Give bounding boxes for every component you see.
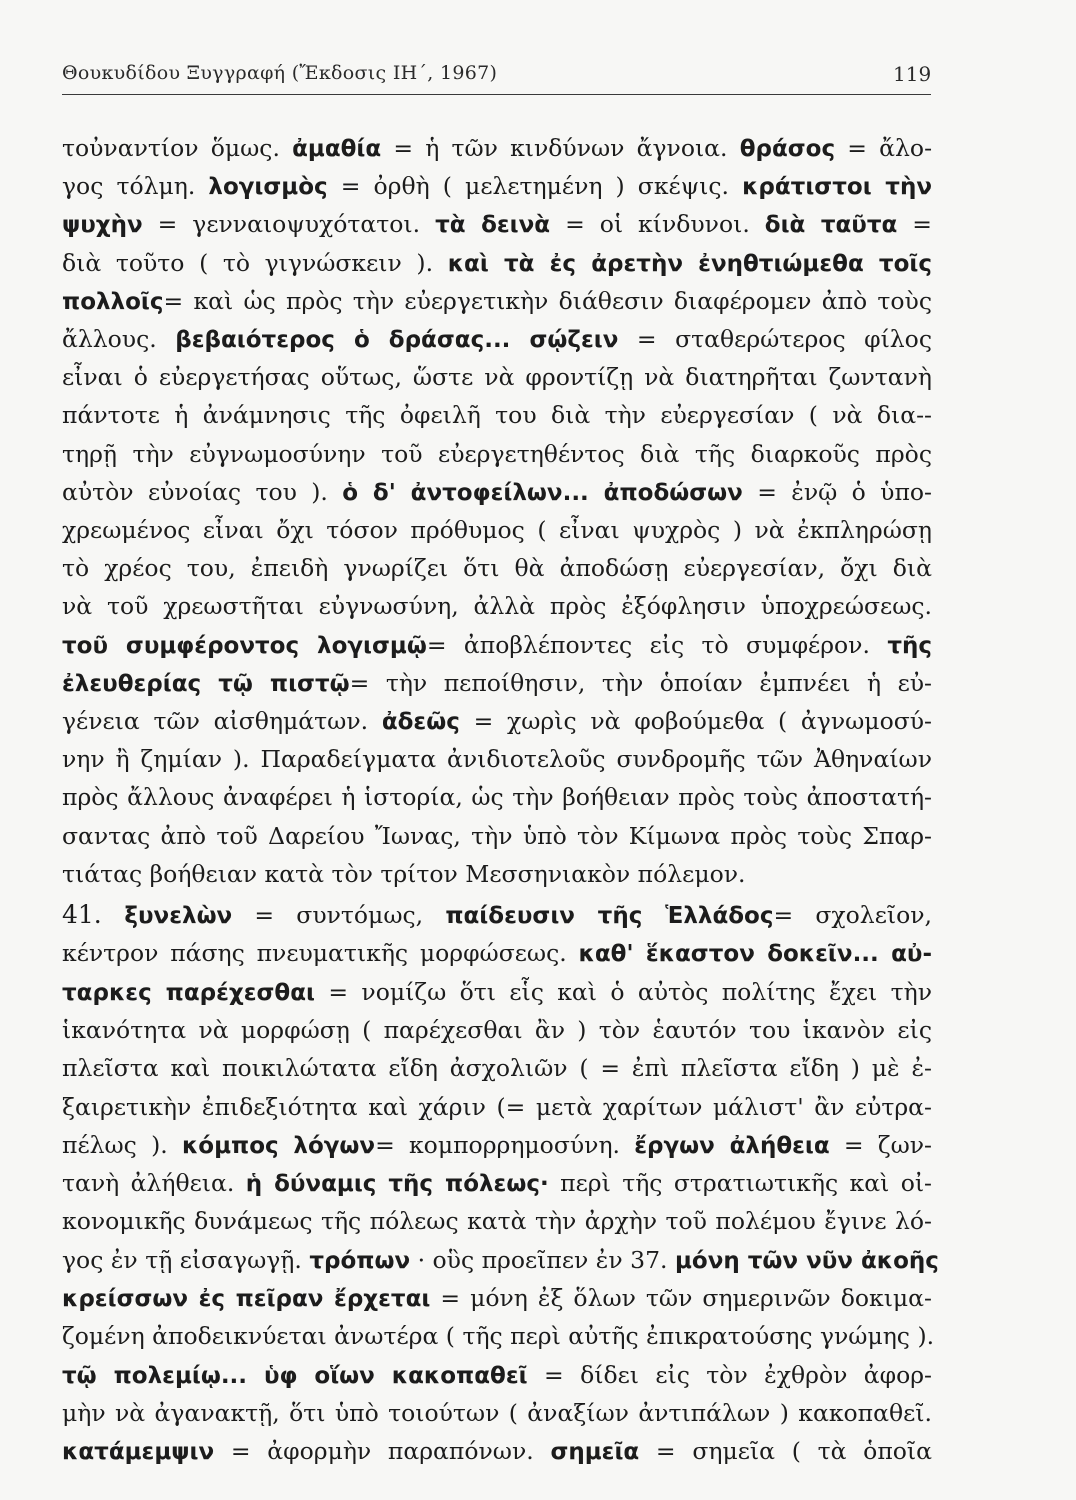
lemma-bold: διὰ ταῦτα xyxy=(764,212,898,239)
text-line xyxy=(62,472,932,512)
text-line xyxy=(62,281,932,321)
gloss-text: = σημεῖα ( τὰ ὁποῖα xyxy=(639,1437,932,1466)
text-line xyxy=(62,548,932,588)
gloss-text: αὐτὸν εὐνοίας του ). xyxy=(62,477,343,506)
lemma-bold: ψυχὴν xyxy=(62,212,143,239)
text-line xyxy=(62,739,932,779)
gloss-text: = ὀρθὴ ( μελετημένη ) σκέψις. xyxy=(327,172,743,201)
gloss-text: κονομικῆς δυνάμεως τῆς πόλεως κατὰ τὴν ἀρχὴν τοῦ πολέμου ἔγινε λό- xyxy=(62,1207,932,1236)
lemma-bold: πολλοῖς xyxy=(62,288,164,315)
lemma-bold: κράτιστοι τὴν xyxy=(742,174,933,201)
lemma-bold: παίδευσιν τῆς Ἑλλάδος xyxy=(445,903,774,929)
page-number: 119 xyxy=(893,62,932,86)
gloss-text: ξαιρετικὴν ἐπιδεξιότητα καὶ χάριν (= μετὰ χαρίτων μάλιστ' ἂν εὐτρα- xyxy=(62,1092,932,1121)
lemma-bold: τὰ δεινὰ xyxy=(435,212,551,239)
lemma-bold: ξυνελὼν xyxy=(124,903,233,929)
lemma-bold: τῷ πολεμίῳ... ὑφ οἵων κακοπαθεῖ xyxy=(62,1362,528,1389)
text-line xyxy=(62,1048,932,1088)
gloss-text: = γενναιοψυχότατοι. xyxy=(142,210,436,239)
gloss-text: = xyxy=(897,210,932,239)
gloss-text: = οἱ κίνδυνοι. xyxy=(550,210,765,239)
text-line xyxy=(62,1163,932,1203)
gloss-text: = νομίζω ὅτι εἷς καὶ ὁ αὐτὸς πολίτης ἔχει τὴν xyxy=(315,977,932,1006)
text-line xyxy=(62,895,932,935)
gloss-text: = σταθερώτερος φίλος xyxy=(618,325,932,353)
gloss-text: = δίδει εἰς τὸν ἐχθρὸν ἀφορ- xyxy=(527,1360,932,1389)
lemma-bold: κόμπος λόγων xyxy=(181,1132,376,1159)
running-title: Θουκυδίδου Ξυγγραφή (Ἔκδοσις ΙΗ΄, 1967) xyxy=(62,62,498,84)
gloss-text: τὸ χρέος του, ἐπειδὴ γνωρίζει ὅτι θὰ ἀποδώσῃ εὐεργεσίαν, ὄχι διὰ xyxy=(62,554,932,583)
text-line xyxy=(62,586,932,626)
lemma-bold: τοῦ συμφέροντος λογισμῷ xyxy=(62,632,427,659)
text-line xyxy=(62,166,932,206)
gloss-text: ἱκανότητα νὰ μορφώσῃ ( παρέχεσθαι ἂν ) τὸν ἑαυτόν του ἱκανὸν εἰς xyxy=(62,1015,932,1044)
gloss-text: κέντρον πάσης πνευματικῆς μορφώσεως. xyxy=(62,939,579,968)
text-line xyxy=(62,1316,935,1356)
lemma-bold: ἡ δύναμις τῆς πόλεως· xyxy=(245,1171,549,1198)
gloss-text: τιάτας βοήθειαν κατὰ τὸν τρίτον Μεσσηνιακὸν πόλεμον. xyxy=(62,859,746,888)
text-line xyxy=(62,434,932,474)
text-line xyxy=(62,1431,932,1471)
lemma-bold: ἔργων ἀλήθεια xyxy=(634,1132,830,1159)
gloss-text: = ἐνῷ ὁ ὑπο- xyxy=(742,477,932,506)
gloss-text: διὰ τοῦτο ( τὸ γιγνώσκειν ). xyxy=(62,248,448,277)
gloss-text: χρεωμένος εἶναι ὄχι τόσον πρόθυμος ( εἶναι ψυχρὸς ) νὰ ἐκπληρώσῃ xyxy=(62,516,932,544)
lemma-bold: ἀμαθία xyxy=(292,136,382,162)
gloss-text: νὰ τοῦ χρεωστῆται εὐγνωσύνη, ἀλλὰ πρὸς ἐξόφλησιν ὑποχρεώσεως. xyxy=(62,592,932,621)
gloss-text: πέλως ). xyxy=(62,1130,182,1159)
text-line xyxy=(62,777,932,817)
gloss-text: = σχολεῖον, xyxy=(773,901,932,929)
gloss-text: = τὴν πεποίθησιν, τὴν ὁποίαν ἐμπνέει ἡ εὐ- xyxy=(349,668,932,697)
text-line xyxy=(62,128,932,168)
text-line xyxy=(62,1087,932,1127)
text-line xyxy=(62,1355,932,1395)
text-line xyxy=(62,933,932,973)
text-line xyxy=(62,972,932,1012)
gloss-text: περὶ τῆς στρατιωτικῆς καὶ οἰ- xyxy=(548,1169,932,1198)
text-line xyxy=(62,854,932,894)
lemma-bold: καὶ τὰ ἐς ἀρετὴν ἐνηθτιώμεθα τοῖς xyxy=(447,250,932,277)
text-line xyxy=(62,1010,932,1050)
gloss-text: = μόνη ἐξ ὅλων τῶν σημερινῶν δοκιμα- xyxy=(430,1284,932,1312)
gloss-text: πρὸς ἄλλους ἀναφέρει ἡ ἱστορία, ὡς τὴν βοήθειαν πρὸς τοὺς ἀποστατή- xyxy=(62,783,932,812)
gloss-text: πλεῖστα καὶ ποικιλώτατα εἴδη ἀσχολιῶν ( = ἐπὶ πλεῖστα εἴδη ) μὲ ἐ- xyxy=(62,1054,932,1083)
gloss-text: = συντόμως, xyxy=(232,901,446,929)
lemma-bold: θράσος xyxy=(739,136,836,162)
gloss-text: = καὶ ὡς πρὸς τὴν εὐεργετικὴν διάθεσιν διαφέρομεν ἀπὸ τοὺς xyxy=(163,286,932,315)
gloss-text: ζομένη ἀποδεικνύεται ἀνωτέρα ( τῆς περὶ αὐτῆς ἐπικρατούσης γνώμης ). xyxy=(62,1322,935,1351)
lemma-bold: κρείσσων ἐς πεῖραν ἔρχεται xyxy=(62,1286,431,1312)
lemma-bold: τρόπων xyxy=(309,1247,411,1274)
gloss-text: = ἄλο- xyxy=(835,134,933,162)
lemma-bold: καθ' ἕκαστον δοκεῖν... αὐ- xyxy=(578,941,932,968)
lemma-bold: ἐλευθερίας τῷ πιστῷ xyxy=(62,670,350,697)
lemma-bold: τῆς xyxy=(887,632,932,659)
text-line xyxy=(62,510,932,550)
gloss-text: γένεια τῶν αἰσθημάτων. xyxy=(62,707,382,735)
gloss-text: τοὐναντίον ὅμως. xyxy=(62,134,293,162)
lemma-bold: λογισμὸς xyxy=(208,174,328,201)
gloss-text: τηρῇ τὴν εὐγνωμοσύνην τοῦ εὐεργετηθέντος διὰ τῆς διαρκοῦς πρὸς xyxy=(62,439,932,468)
gloss-text: μὴν νὰ ἀγανακτῇ, ὅτι ὑπὸ τοιούτων ( ἀναξίων ἀντιπάλων ) κακοπαθεῖ. xyxy=(62,1398,932,1427)
text-line xyxy=(62,701,932,741)
lemma-bold: κατάμεμψιν xyxy=(62,1439,215,1466)
text-line xyxy=(62,243,932,283)
gloss-text: τανὴ ἀλήθεια. xyxy=(62,1169,246,1198)
text-line xyxy=(62,663,932,703)
gloss-text: γος τόλμη. xyxy=(62,172,209,201)
text-line xyxy=(62,1240,939,1280)
text-line xyxy=(62,1125,932,1165)
gloss-text: = κομπορρημοσύνη. xyxy=(375,1130,635,1159)
text-line xyxy=(62,395,932,435)
gloss-text: · οὓς προεῖπεν ἐν 37. xyxy=(410,1245,675,1274)
text-line xyxy=(62,1393,932,1433)
text-line xyxy=(62,1201,932,1241)
lemma-bold: ἀδεῶς xyxy=(381,709,460,735)
gloss-text: νην ἢ ζημίαν ). Παραδείγματα ἀνιδιοτελοῦς συνδρομῆς τῶν Ἀθηναίων xyxy=(62,745,932,774)
text-line xyxy=(62,319,932,359)
lemma-bold: βεβαιότερος ὁ δράσας... σῴζειν xyxy=(175,327,619,353)
gloss-text: πάντοτε ἡ ἀνάμνησις τῆς ὀφειλῆ του διὰ τὴν εὐεργεσίαν ( νὰ δια-- xyxy=(62,401,932,430)
lemma-bold: σημεῖα xyxy=(550,1439,640,1466)
text-line xyxy=(62,357,932,397)
gloss-text: εἶναι ὁ εὐεργετήσας οὕτως, ὥστε νὰ φροντίζῃ νὰ διατηρῆται ζωντανὴ xyxy=(62,363,932,392)
gloss-text: σαντας ἀπὸ τοῦ Δαρείου Ἴωνας, τὴν ὑπὸ τὸν Κίμωνα πρὸς τοὺς Σπαρ- xyxy=(62,821,932,850)
gloss-text: = ζων- xyxy=(829,1130,932,1159)
gloss-text: = χωρὶς νὰ φοβούμεθα ( ἀγνωμοσύ- xyxy=(459,707,932,735)
lemma-bold: ταρκες παρέχεσθαι xyxy=(62,979,315,1006)
gloss-text: = ἡ τῶν κινδύνων ἄγνοια. xyxy=(381,134,740,162)
text-line xyxy=(62,1278,932,1318)
running-header xyxy=(62,60,931,95)
text-line xyxy=(62,204,932,244)
text-line xyxy=(62,816,932,856)
gloss-text: = ἀφορμὴν παραπόνων. xyxy=(214,1437,551,1466)
lemma-bold: μόνη τῶν νῦν ἀκοῆς xyxy=(674,1247,939,1274)
text-line xyxy=(62,625,932,665)
section-number: 41. xyxy=(62,900,125,929)
lemma-bold: ὁ δ' ἀντοφείλων... ἀποδώσων xyxy=(342,479,743,506)
gloss-text: γος ἐν τῇ εἰσαγωγῇ. xyxy=(62,1245,310,1274)
gloss-text: ἄλλους. xyxy=(62,325,176,353)
gloss-text: = ἀποβλέποντες εἰς τὸ συμφέρον. xyxy=(426,630,888,659)
